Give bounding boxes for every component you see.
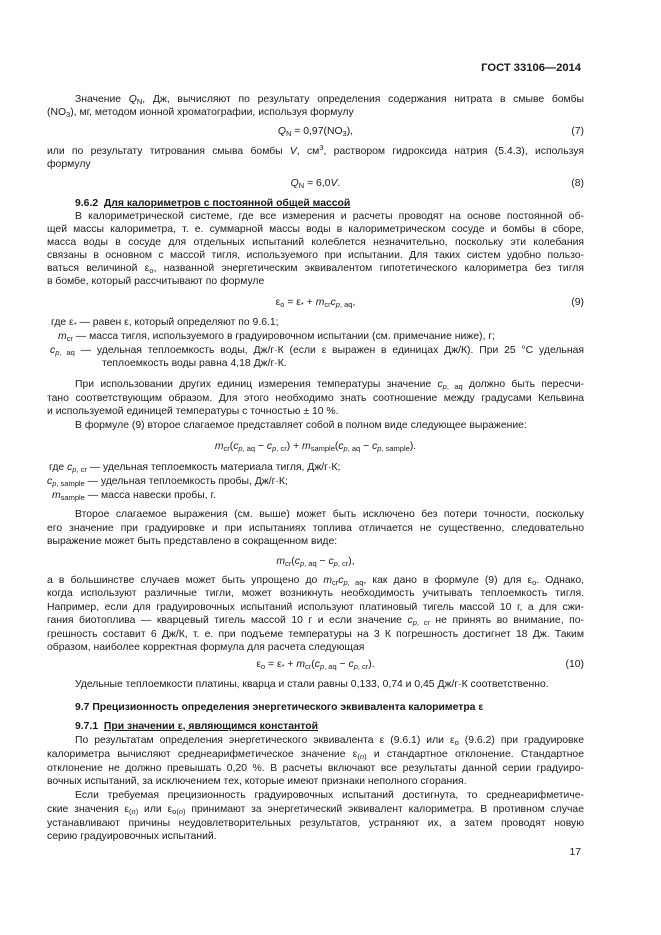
- paragraph-line: устанавливают причины неудовлетворительных результатов, устраняют их, а затем проводят новую: [47, 818, 584, 829]
- paragraph-line: Значение $Q_N$, Дж, вычисляют по результату определения содержания нитрата в смыве бомбы: [75, 94, 584, 106]
- formula-9: $\varepsilon_o = \varepsilon_* + m_{cr}c_{p, aq}$,: [275, 297, 356, 309]
- paragraph-line: ваться величиной $\varepsilon_o$, названной энергетическим эквивалентом гипотетического калориметра без тигля: [47, 263, 584, 275]
- definition-c-p-sample: $c_{p, sample}$ — удельная теплоемкость пробы, Дж/г·К;: [47, 476, 288, 488]
- definition-c-p-aq: $c_{p, aq}$ — удельная теплоемкость воды, Дж/г·К (если ε выражен в единицах Дж/К). При 25 °С удельная: [50, 345, 584, 357]
- paragraph-line: $(NO_3)$, мг, методом ионной хроматографии, используя формулу: [47, 107, 354, 119]
- formula-10-number: (10): [565, 659, 584, 670]
- paragraph-line: связаны в основном с массой тигля, используемого при испытании. Для таких систем удобно пользо-: [47, 250, 584, 261]
- paragraph-line: гания биотоплива — кварцевый тигель массой 10 г и если значение $c_{p, cr}$ не принять во внимание, по-: [47, 615, 584, 627]
- paragraph-line: Удельные теплоемкости платины, кварца и стали равны 0,133, 0,74 и 0,45 Дж/г·К соответственно.: [75, 679, 549, 690]
- paragraph-line: При использовании других единиц измерения температуры значение $c_{p, aq}$ должно быть пересчи-: [75, 379, 584, 391]
- formula-7: $Q_N = 0,97(NO_3)$,: [277, 126, 354, 138]
- definition-eps-star: где $\varepsilon_*$ — равен ε, который определяют по 9.6.1;: [51, 317, 279, 329]
- paragraph-line: а в большинстве случаев может быть упрощено до $m_{cr}c_{p, aq}$, как дано в формуле (9) для $\varepsilon_o$. Однако,: [47, 575, 584, 587]
- page-number: 17: [569, 847, 581, 858]
- document-id: ГОСТ 33106—2014: [481, 62, 581, 74]
- paragraph-line: В калориметрической системе, где все измерения и расчеты проводят на основе постоянной об-: [75, 211, 584, 222]
- expression-short: $m_{cr}(c_{p, aq} - c_{p, cr})$,: [276, 556, 355, 568]
- paragraph-line: когда используют различные тигли, может возникнуть необходимость учитывать теплоемкость тигля.: [47, 588, 584, 599]
- paragraph-line: в бомбе, который рассчитывают по формуле: [47, 276, 265, 287]
- paragraph-line: вочных испытаний, за исключением тех, которые имеют признаки неполного сгорания.: [47, 776, 467, 787]
- paragraph-line: серию градуировочных испытаний.: [47, 831, 217, 842]
- formula-9-row: [47, 296, 584, 309]
- formula-8: $Q_N = 6,0V$.: [290, 178, 341, 190]
- formula-10-row: [47, 658, 584, 671]
- paragraph-line: его значение при градуировке и при испытаниях топлива отличается не существенно, следовательно: [47, 523, 584, 534]
- formula-7-row: [47, 125, 584, 138]
- paragraph-line: Если требуемая прецизионность градуировочных испытаний достигнута, то среднеарифметиче-: [75, 790, 584, 801]
- paragraph-line: отклонение не должно превышать 0,20 %. В расчеты включают все результаты данной серии градуиро-: [47, 763, 584, 774]
- paragraph-line: выражение может быть представлено в сокращенном виде:: [47, 536, 338, 547]
- paragraph-line: образом, наиболее корректная формула для расчета следующая: [47, 642, 365, 653]
- paragraph-line: тано соответствующим образом. Для этого необходимо знать соотношение между градусами Кельвина: [47, 393, 584, 404]
- definition-c-p-cr: где $c_{p, cr}$ — удельная теплоемкость материала тигля, Дж/г·К;: [49, 462, 341, 474]
- paragraph-line: По результатам определения энергетического эквивалента ε (9.6.1) или $\varepsilon_o$ (9.6.2) при градуировке: [75, 735, 584, 747]
- definition-m-cr: $m_{cr}$ — масса тигля, используемого в градуировочном испытании (см. примечание ниже), г;: [58, 331, 495, 343]
- paragraph-line: ские значения $\varepsilon_{(n)}$ или $\varepsilon_{o(n)}$ принимают за энергетический эквивалент калориметра. В противном случае: [47, 804, 584, 816]
- paragraph-line: В формуле (9) второе слагаемое представляет собой в полном виде следующее выражение:: [75, 420, 527, 431]
- paragraph-line: формулу: [47, 159, 91, 170]
- paragraph-line: Второе слагаемое выражения (см. выше) может быть исключено без потери точности, поскольку: [75, 509, 584, 520]
- paragraph-line: или по результату титрования смыва бомбы V, $см^3$, раствором гидроксида натрия (5.4.3), используя: [47, 145, 584, 157]
- expression-full: $m_{cr}(c_{p, aq} - c_{p, cr}) + m_{sample}(c_{p, aq} - c_{p, sample})$.: [214, 441, 417, 453]
- paragraph-line: и используемой единицей температуры с точностью ± 10 %.: [47, 406, 339, 417]
- section-heading-9-6-2: 9.6.2 Для калориметров с постоянной общей массой: [75, 198, 351, 209]
- section-heading-9-7: 9.7 Прецизионность определения энергетического эквивалента калориметра ε: [75, 702, 484, 713]
- formula-9-number: (9): [571, 297, 584, 308]
- formula-7-number: (7): [571, 126, 584, 137]
- formula-8-row: [47, 177, 584, 190]
- paragraph-line: Например, если для градуировочных испытаний используют платиновый тигель массой 10 г, а для сжи-: [47, 602, 584, 613]
- paragraph-line: щей массы калориметра, т. е. суммарной массы воды в калориметрическом сосуде и бомбы в сборе,: [47, 224, 584, 235]
- definition-c-p-aq-continued: теплоемкость воды равна 4,18 Дж/г·К.: [102, 358, 287, 369]
- paragraph-line: масса воды в сосуде для отдельных испытаний колеблется незначительно, поскольку эти колебания: [47, 237, 584, 248]
- formula-10: $\varepsilon_o = \varepsilon_* + m_{cr}(c_{p, aq} - c_{p, cr})$.: [256, 659, 375, 671]
- paragraph-line: калориметра вычисляют среднеарифметическое значение $\varepsilon_{(n)}$ и стандартное отклонение. Стандартное: [47, 749, 584, 761]
- formula-8-number: (8): [571, 178, 584, 189]
- paragraph-line: грешность составит 6 Дж/К, т. е. при подъеме температуры на 3 К погрешность достигнет 18 Дж. Таким: [47, 629, 584, 640]
- section-heading-9-7-1: 9.7.1 При значении ε, являющимся константой: [75, 721, 318, 732]
- definition-m-sample: $m_{sample}$ — масса навески пробы, г.: [52, 490, 216, 502]
